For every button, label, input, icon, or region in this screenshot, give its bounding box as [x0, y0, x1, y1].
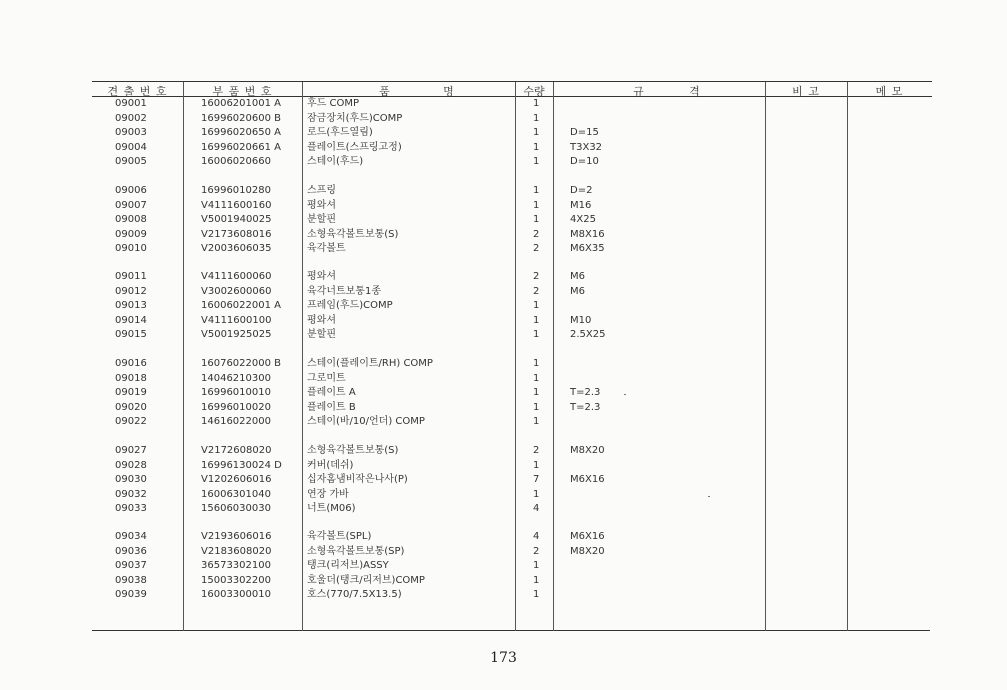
- cell-quantity: 1: [533, 358, 540, 369]
- cell-code: 09020: [115, 401, 147, 413]
- cell-part-name: 소형육각볼트보통(SP): [307, 545, 405, 557]
- cell-part-number: 16006020660: [201, 156, 271, 167]
- cell-code: 09038: [115, 574, 147, 586]
- cell-spec: T=2.3: [570, 401, 601, 413]
- cell-spec: M6X16: [570, 474, 605, 485]
- cell-code: 09013: [115, 300, 147, 311]
- cell-spec: T=2.3: [570, 387, 601, 398]
- cell-quantity: 4: [533, 531, 540, 542]
- cell-code: 09036: [115, 545, 147, 557]
- cell-code: 09016: [115, 358, 147, 369]
- cell-part-number: 16996020650 A: [201, 127, 282, 138]
- cell-code: 09015: [115, 329, 147, 340]
- cell-code: 09011: [115, 271, 147, 282]
- cell-quantity: 1: [533, 127, 540, 138]
- scan-speck: [708, 496, 710, 497]
- cell-spec: M6X35: [570, 243, 605, 254]
- header-spec-right: 격: [689, 85, 701, 98]
- header-part-number: 부 품 번 호: [212, 85, 273, 98]
- cell-code: 09039: [115, 589, 147, 600]
- cell-part-name: 분할핀: [307, 329, 336, 340]
- cell-quantity: 2: [533, 545, 540, 557]
- cell-part-number: 14616022000: [201, 416, 271, 427]
- cell-spec: M8X16: [570, 228, 605, 240]
- cell-part-number: V4111600060: [201, 271, 272, 282]
- header-code: 견 출 번 호: [107, 85, 168, 98]
- cell-spec: M8X20: [570, 545, 605, 557]
- cell-quantity: 2: [533, 285, 540, 297]
- column-divider: [302, 82, 303, 631]
- cell-code: 09037: [115, 560, 147, 571]
- cell-part-name: 평와셔: [307, 271, 336, 282]
- cell-quantity: 2: [533, 445, 540, 456]
- cell-code: 09033: [115, 503, 147, 514]
- cell-code: 09004: [115, 141, 147, 153]
- cell-quantity: 1: [533, 185, 540, 196]
- cell-part-number: 16006022001 A: [201, 300, 282, 311]
- cell-part-name: 육각너트보통1종: [307, 285, 381, 297]
- cell-part-number: V3002600060: [201, 285, 272, 297]
- cell-spec: M6: [570, 271, 585, 282]
- cell-part-number: 16006301040: [201, 488, 271, 500]
- table-bottom-rule: [92, 630, 930, 631]
- cell-part-number: V5001940025: [201, 214, 272, 225]
- cell-spec: D=10: [570, 156, 599, 167]
- cell-code: 09014: [115, 314, 147, 326]
- cell-part-name: 프레임(후드)COMP: [307, 300, 393, 311]
- cell-quantity: 1: [533, 372, 540, 384]
- cell-spec: M16: [570, 199, 592, 211]
- cell-code: 09012: [115, 285, 147, 297]
- cell-quantity: 1: [533, 574, 540, 586]
- cell-quantity: 2: [533, 228, 540, 240]
- cell-part-name: 십자홈냄비작은나사(P): [307, 474, 408, 485]
- cell-part-name: 스프링: [307, 185, 336, 196]
- cell-code: 09007: [115, 199, 147, 211]
- cell-code: 09009: [115, 228, 147, 240]
- cell-quantity: 1: [533, 488, 540, 500]
- cell-quantity: 1: [533, 112, 540, 124]
- cell-spec: M10: [570, 314, 592, 326]
- cell-code: 09030: [115, 474, 147, 485]
- cell-part-number: 16996020600 B: [201, 112, 282, 124]
- header-name-left: 품: [379, 85, 391, 98]
- header-memo: 메 모: [875, 85, 904, 98]
- scan-speck: [624, 394, 626, 395]
- cell-part-name: 평와셔: [307, 199, 336, 211]
- cell-part-name: 후드 COMP: [307, 98, 360, 109]
- column-divider: [183, 82, 184, 631]
- cell-part-number: 16996010010: [201, 387, 271, 398]
- cell-part-name: 평와셔: [307, 314, 336, 326]
- cell-part-name: 스테이(플레이트/RH) COMP: [307, 358, 433, 369]
- cell-spec: M6X16: [570, 531, 605, 542]
- cell-spec: M6: [570, 285, 585, 297]
- cell-code: 09002: [115, 112, 147, 124]
- cell-part-number: V4111600160: [201, 199, 272, 211]
- cell-part-number: 16996010280: [201, 185, 271, 196]
- cell-quantity: 2: [533, 271, 540, 282]
- cell-quantity: 1: [533, 141, 540, 153]
- cell-code: 09019: [115, 387, 147, 398]
- cell-part-number: 14046210300: [201, 372, 271, 384]
- cell-part-name: 호스(770/7.5X13.5): [307, 589, 402, 600]
- cell-part-name: 커버(데쉬): [307, 459, 354, 471]
- cell-code: 09003: [115, 127, 147, 138]
- cell-quantity: 1: [533, 387, 540, 398]
- column-divider: [515, 82, 516, 631]
- cell-quantity: 1: [533, 300, 540, 311]
- cell-code: 09001: [115, 98, 147, 109]
- cell-spec: 4X25: [570, 214, 596, 225]
- cell-part-name: 소형육각볼트보통(S): [307, 445, 399, 456]
- cell-part-number: 15003302200: [201, 574, 271, 586]
- cell-part-name: 스테이(바/10/언더) COMP: [307, 416, 425, 427]
- cell-part-number: 16996020661 A: [201, 141, 282, 153]
- cell-spec: D=2: [570, 185, 593, 196]
- cell-part-number: V4111600100: [201, 314, 272, 326]
- column-divider: [765, 82, 766, 631]
- cell-quantity: 1: [533, 98, 540, 109]
- cell-part-name: 분할핀: [307, 214, 336, 225]
- cell-part-number: 36573302100: [201, 560, 271, 571]
- cell-part-number: 16996010020: [201, 401, 271, 413]
- header-quantity: 수량: [523, 85, 545, 98]
- cell-quantity: 1: [533, 416, 540, 427]
- cell-part-name: 잠금장치(후드)COMP: [307, 112, 403, 124]
- cell-part-number: V2183608020: [201, 545, 272, 557]
- cell-part-name: 소형육각볼트보통(S): [307, 228, 399, 240]
- cell-part-name: 플레이트(스프링고정): [307, 141, 402, 153]
- cell-part-name: 그로미트: [307, 372, 346, 384]
- cell-code: 09018: [115, 372, 147, 384]
- cell-code: 09005: [115, 156, 147, 167]
- cell-quantity: 1: [533, 459, 540, 471]
- cell-spec: T3X32: [570, 141, 603, 153]
- header-name-right: 명: [443, 85, 455, 98]
- cell-code: 09028: [115, 459, 147, 471]
- cell-part-number: 16076022000 B: [201, 358, 282, 369]
- cell-code: 09022: [115, 416, 147, 427]
- cell-quantity: 2: [533, 243, 540, 254]
- cell-part-number: V2172608020: [201, 445, 272, 456]
- cell-code: 09010: [115, 243, 147, 254]
- cell-part-number: V2173608016: [201, 228, 272, 240]
- cell-quantity: 1: [533, 589, 540, 600]
- cell-code: 09008: [115, 214, 147, 225]
- cell-part-name: 플레이트 B: [307, 401, 356, 413]
- cell-part-name: 스테이(후드): [307, 156, 364, 167]
- cell-spec: D=15: [570, 127, 599, 138]
- column-divider: [847, 82, 848, 631]
- header-top-rule: [92, 81, 932, 82]
- cell-part-name: 탱크(리저브)ASSY: [307, 560, 389, 571]
- cell-part-number: 16996130024 D: [201, 459, 282, 471]
- cell-part-name: 호울더(탱크/리저브)COMP: [307, 574, 425, 586]
- cell-quantity: 4: [533, 503, 540, 514]
- cell-part-number: V5001925025: [201, 329, 272, 340]
- page-number: 173: [490, 650, 517, 666]
- cell-quantity: 1: [533, 560, 540, 571]
- cell-part-name: 로드(후드열림): [307, 127, 373, 138]
- cell-part-number: 16006201001 A: [201, 98, 282, 109]
- cell-part-name: 육각볼트: [307, 243, 346, 254]
- cell-quantity: 1: [533, 214, 540, 225]
- cell-quantity: 1: [533, 199, 540, 211]
- cell-code: 09032: [115, 488, 147, 500]
- cell-quantity: 1: [533, 329, 540, 340]
- header-remark: 비 고: [792, 85, 820, 98]
- cell-quantity: 1: [533, 156, 540, 167]
- cell-part-number: 15606030030: [201, 503, 271, 514]
- cell-part-name: 너트(M06): [307, 503, 356, 514]
- cell-quantity: 1: [533, 314, 540, 326]
- cell-part-name: 플레이트 A: [307, 387, 356, 398]
- cell-part-number: V1202606016: [201, 474, 272, 485]
- cell-code: 09006: [115, 185, 147, 196]
- cell-part-number: 16003300010: [201, 589, 271, 600]
- cell-part-number: V2193606016: [201, 531, 272, 542]
- cell-spec: 2.5X25: [570, 329, 606, 340]
- cell-code: 09027: [115, 445, 147, 456]
- cell-quantity: 1: [533, 401, 540, 413]
- cell-spec: M8X20: [570, 445, 605, 456]
- cell-part-name: 연장 가바: [307, 488, 349, 500]
- cell-part-name: 육각볼트(SPL): [307, 531, 372, 542]
- cell-code: 09034: [115, 531, 147, 542]
- cell-part-number: V2003606035: [201, 243, 272, 254]
- header-spec-left: 규: [633, 85, 645, 98]
- cell-quantity: 7: [533, 474, 540, 485]
- column-divider: [553, 82, 554, 631]
